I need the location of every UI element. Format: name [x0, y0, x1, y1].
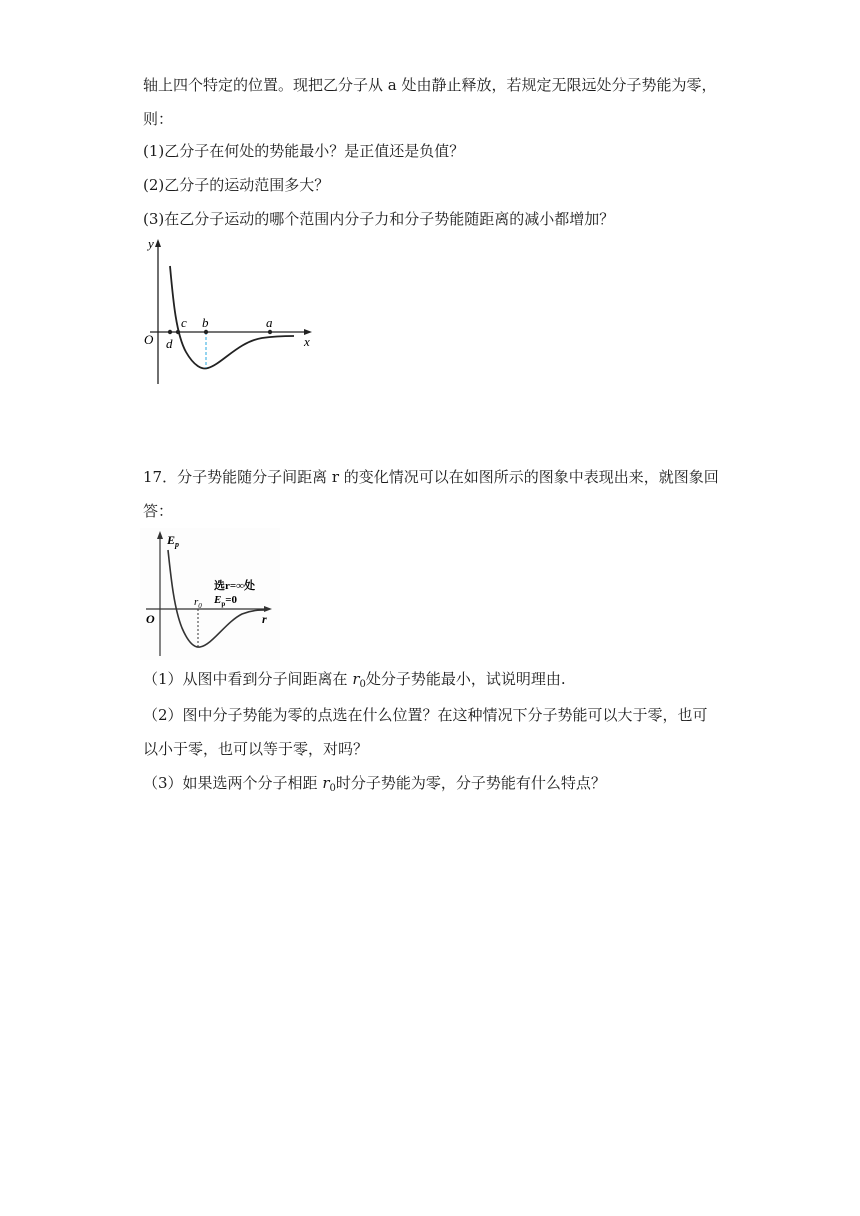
q17-part3: （3）如果选两个分子相距 $r_0$时分子势能为零，分子势能有什么特点？ [143, 774, 606, 794]
q17-part2-line2: 以小于零，也可以等于零，对吗？ [143, 740, 369, 758]
q17-part2-line1: （2）图中分子势能为零的点选在什么位置？在这种情况下分子势能可以大于零，也可 [143, 706, 708, 724]
q16-part1: (1)乙分子在何处的势能最小？是正值还是负值？ [143, 142, 465, 160]
q17-potential-graph [140, 528, 280, 660]
zero-reference-note-line2: $E_p=0$ [214, 594, 238, 608]
figure-background [140, 528, 280, 660]
label-d: d [166, 336, 173, 351]
point-c [176, 330, 180, 334]
label-b: b [202, 315, 209, 330]
potential-curve [170, 266, 294, 368]
zero-reference-note-line1: 选r=∞处 [214, 580, 255, 592]
label-c: c [181, 315, 187, 330]
y-axis-label: $E_p$ [167, 533, 180, 549]
origin-label: O [146, 612, 155, 626]
label-a: a [266, 315, 273, 330]
q16-intro-line2: 则： [143, 110, 174, 128]
q17-stem-line1: 17．分子势能随分子间距离 r 的变化情况可以在如图所示的图象中表现出来，就图象回 [143, 468, 719, 486]
y-axis-label: y [148, 236, 154, 251]
point-d [168, 330, 172, 334]
q16-potential-graph [140, 234, 320, 394]
q17-stem-line2: 答： [143, 502, 174, 520]
q17-part1: （1）从图中看到分子间距离在 $r_0$处分子势能最小，试说明理由. [143, 670, 566, 690]
q16-part2: (2)乙分子的运动范围多大？ [143, 176, 330, 194]
q16-intro-line1: 轴上四个特定的位置。现把乙分子从 a 处由静止释放，若规定无限远处分子势能为零， [143, 76, 717, 94]
y-axis-arrow [155, 239, 161, 247]
point-a [268, 330, 272, 334]
q16-part3: (3)在乙分子运动的哪个范围内分子力和分子势能随距离的减小都增加？ [143, 210, 615, 228]
x-axis-label: r [262, 612, 267, 626]
origin-label: O [144, 332, 154, 347]
point-b [204, 330, 208, 334]
r0-label: $r_0$ [194, 596, 202, 610]
x-axis-label: x [304, 334, 310, 349]
